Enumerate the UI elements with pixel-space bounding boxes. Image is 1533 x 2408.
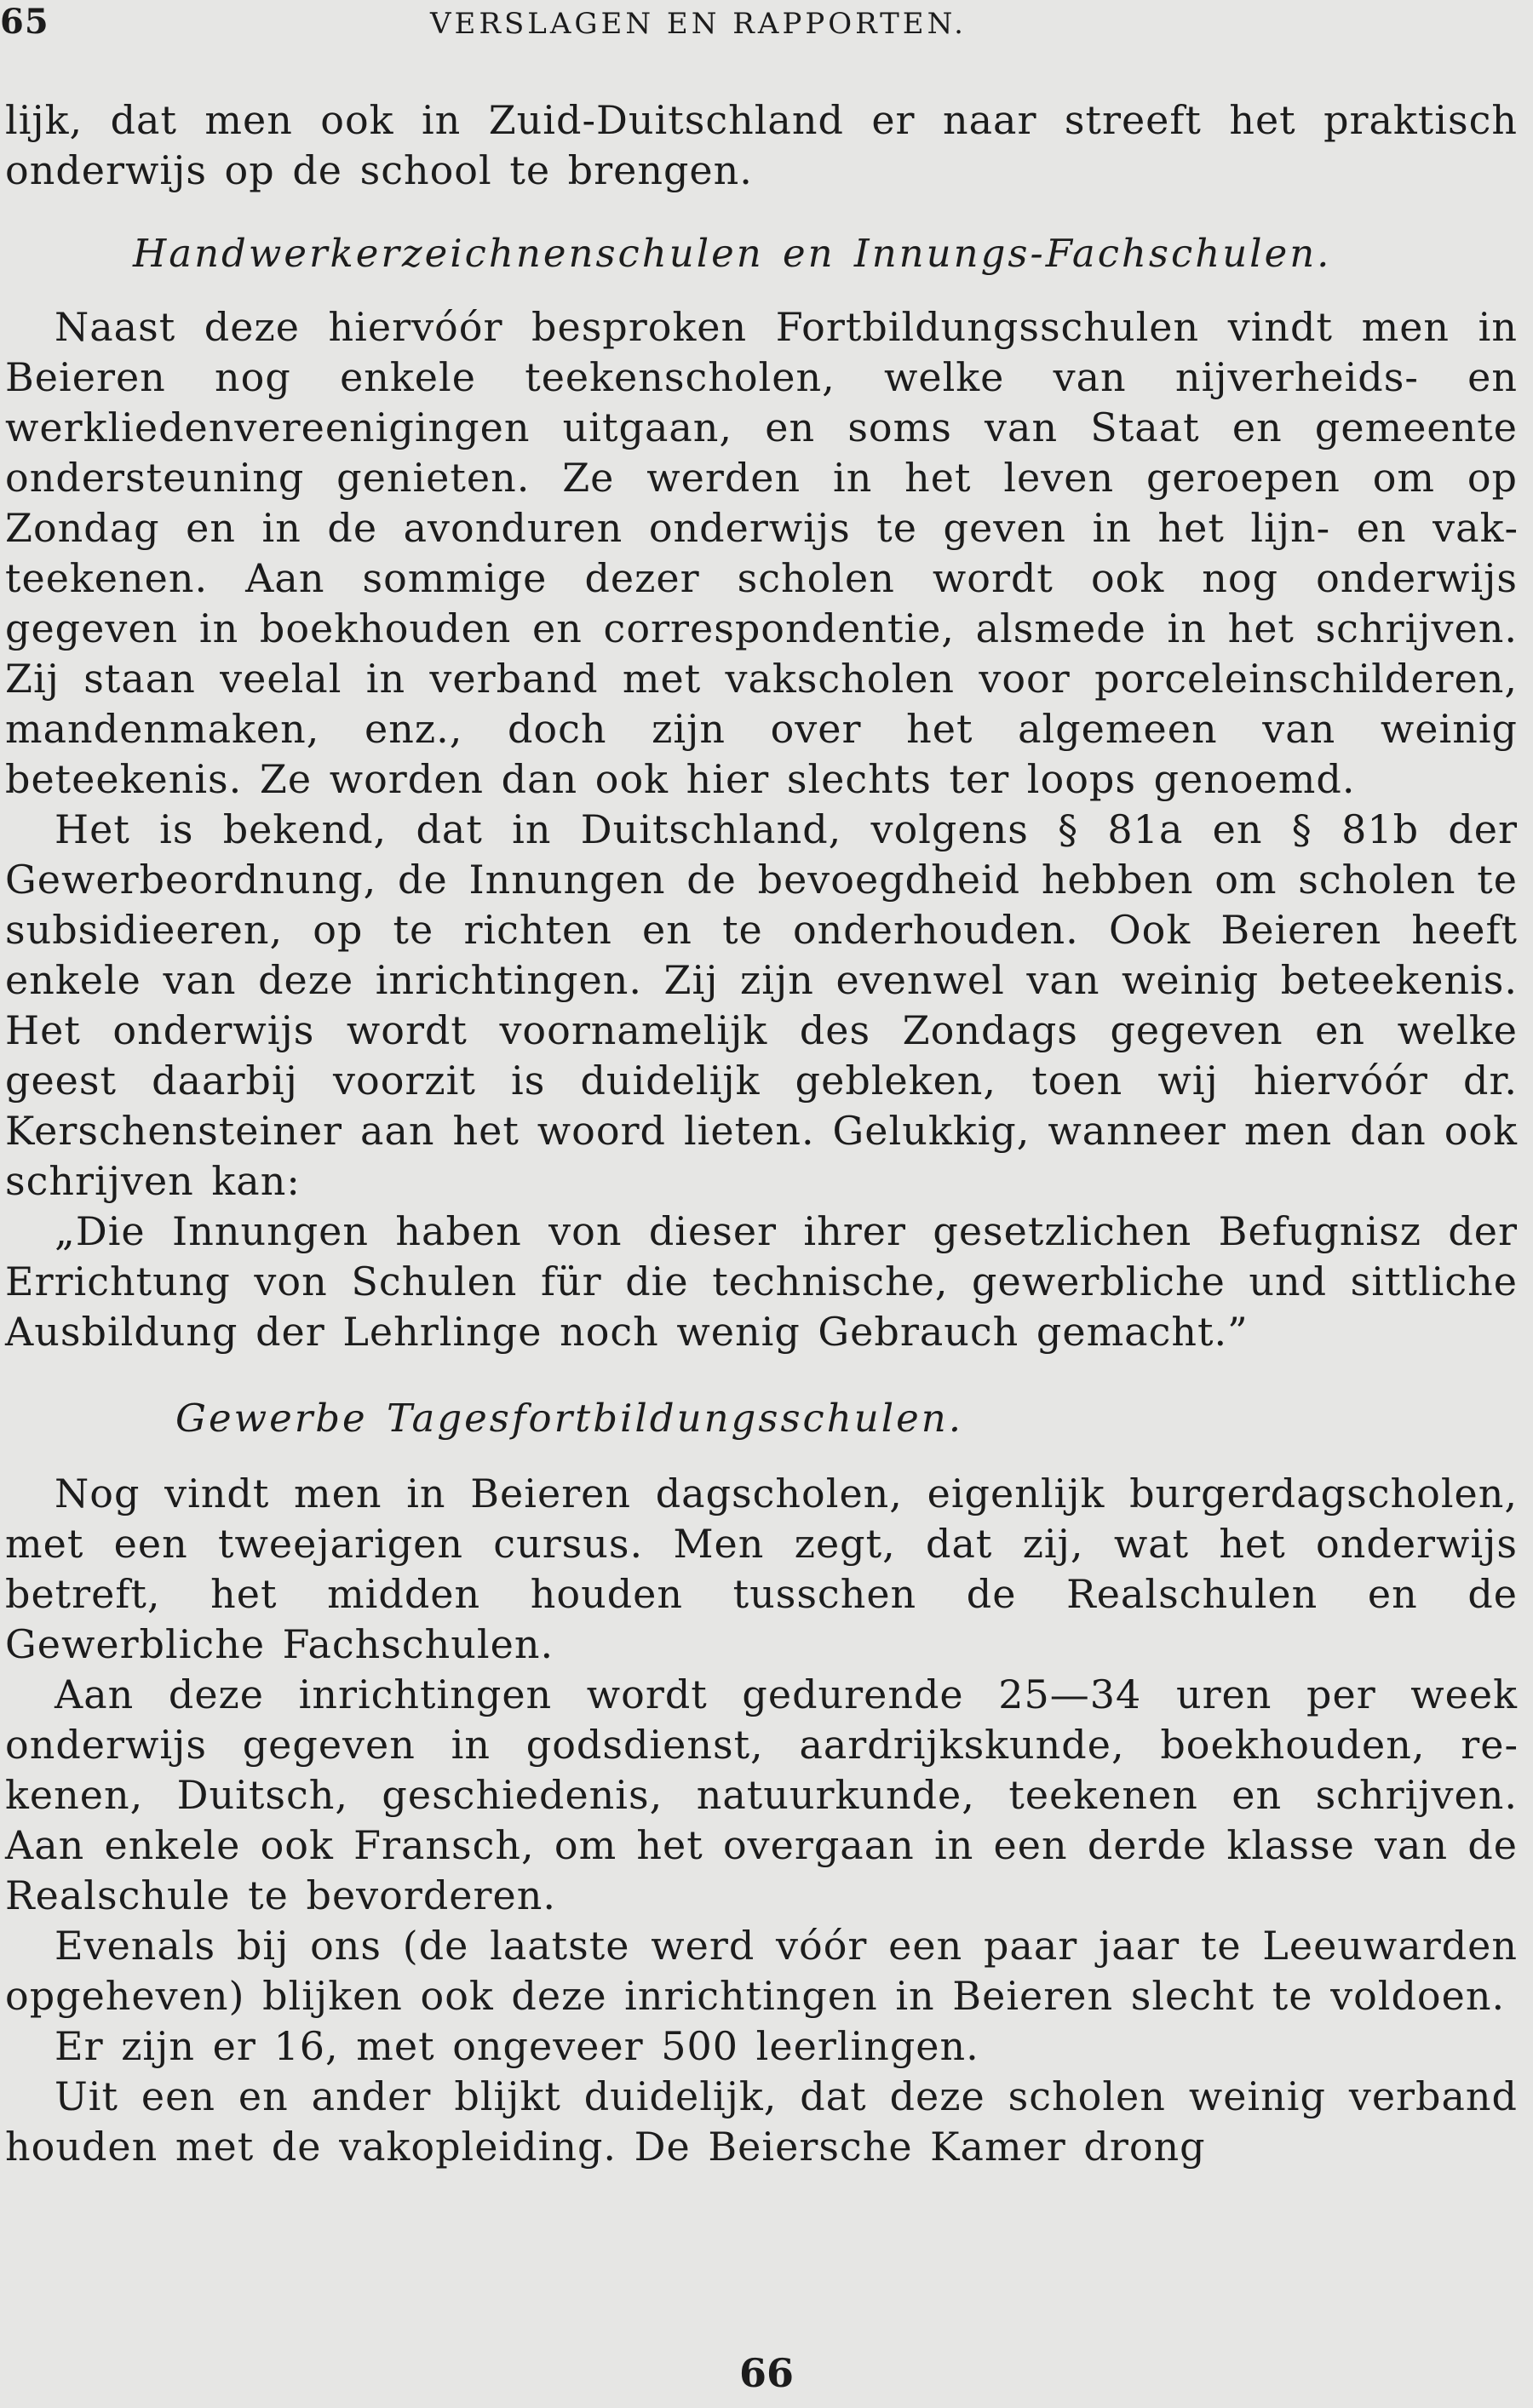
section-heading-handwerker: Handwerkerzeichnenschulen en Innungs-Fachschulen.	[133, 231, 1332, 276]
next-page-number: 66	[738, 2350, 794, 2396]
paragraph-continuation: lijk, dat men ook in Zuid-Duitschland er naar streeft het praktisch onderwijs op de school te brengen.	[5, 97, 1518, 193]
page-header	[0, 2, 1533, 44]
paragraph-evenals: Evenals bij ons (de laatste werd vóór een paar jaar te Leeuwarden opgeheven) blijken ook deze inrichtingen in Beieren slecht te voldoen.	[5, 1923, 1518, 2019]
page-body	[5, 95, 1518, 2172]
page-number: 65	[0, 2, 49, 42]
running-title: VERSLAGEN EN RAPPORTEN.	[430, 7, 967, 41]
paragraph-teekenscholen: Naast deze hiervóór besproken Fortbildungsschulen vindt men in Beieren nog enkele teekenscholen, welke van nijverheids- en werkliedenvereenigingen uitgaan, en soms van Staat en gemeente ondersteuning genieten. Ze werden in het leven geroepen om op Zondag en in de avonduren onderwijs te geven in het lijn- en vakteekenen. Aan sommige dezer scholen wordt ook nog onderwijs gegeven in boekhouden en correspondentie, alsmede in het schrijven. Zij staan veelal in verband met vakscholen voor porceleinschilderen, mandenmaken, enz., doch zijn over het algemeen van weinig beteekenis. Ze worden dan ook hier slechts ter loops genoemd.	[5, 304, 1518, 802]
block-quote: „Die Innungen haben von dieser ihrer gesetzlichen Befugnisz der Errichtung von Schulen für die technische, gewerbliche und sittliche Ausbildung der Lehrlinge noch wenig Gebrauch gemacht.”	[5, 1208, 1518, 1355]
paragraph-dagscholen: Nog vindt men in Beieren dagscholen, eigenlijk burgerdagscholen, met een tweejarigen cursus. Men zegt, dat zij, wat het onderwijs betreft, het midden houden tusschen de Realschulen en de Gewerbliche Fachschulen.	[5, 1471, 1518, 1667]
paragraph-leerlingen: Er zijn er 16, met ongeveer 500 leerlingen.	[55, 2023, 979, 2069]
paragraph-vakopleiding: Uit een en ander blijkt duidelijk, dat deze scholen weinig verband houden met de vakopleiding. De Beiersche Kamer drong	[5, 2073, 1518, 2170]
paragraph-uren: Aan deze inrichtingen wordt gedurende 25—34 uren per week onderwijs gegeven in godsdienst, aardrijkskunde, boekhouden, rekenen, Duitsch, geschiedenis, natuurkunde, teekenen en schrijven. Aan enkele ook Fransch, om het overgaan in een derde klasse van de Realschule te bevorderen.	[5, 1671, 1518, 1918]
paragraph-innungen: Het is bekend, dat in Duitschland, volgens § 81a en § 81b der Gewerbeordnung, de Innungen de bevoegdheid hebben om scholen te subsidieeren, op te richten en te onderhouden. Ook Beieren heeft enkele van deze inrichtingen. Zij zijn evenwel van weinig beteekenis. Het onderwijs wordt voornamelijk des Zondags gegeven en welke geest daarbij voorzit is duidelijk gebleken, toen wij hiervóór dr. Kerschensteiner aan het woord lieten. Gelukkig, wanneer men dan ook schrijven kan:	[5, 806, 1518, 1204]
section-heading-gewerbe: Gewerbe Tagesfortbildungsschulen.	[175, 1396, 964, 1441]
